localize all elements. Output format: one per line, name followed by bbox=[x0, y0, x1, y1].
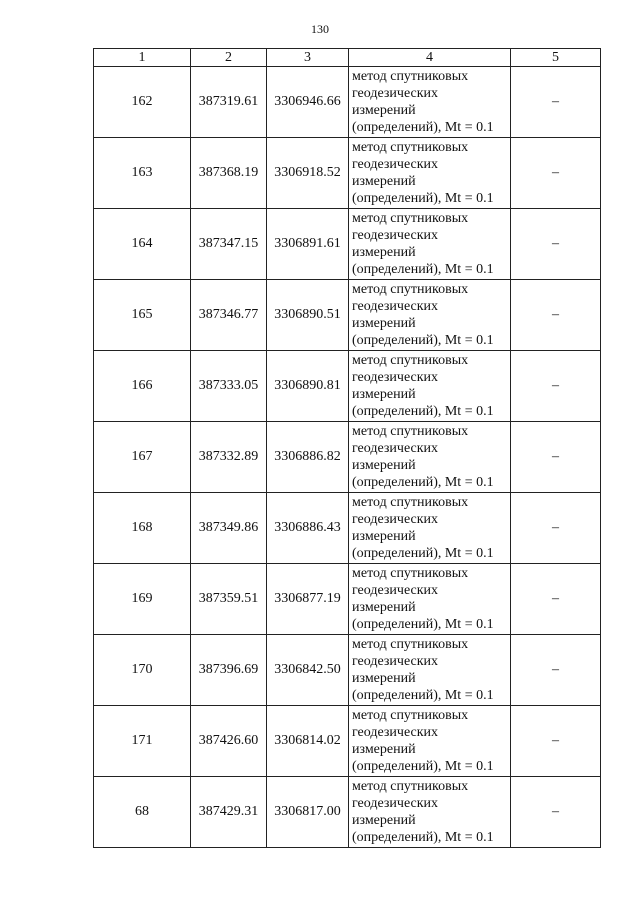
method-text-line: (определений), Mt = 0.1 bbox=[352, 688, 494, 703]
column-header: 5 bbox=[511, 49, 601, 67]
note-cell: – bbox=[511, 280, 601, 351]
x-coordinate-cell: 387426.60 bbox=[191, 706, 267, 777]
method-text-line: геодезических bbox=[352, 654, 439, 669]
method-text-line: (определений), Mt = 0.1 bbox=[352, 404, 494, 419]
y-coordinate-cell: 3306890.81 bbox=[267, 351, 349, 422]
table-body bbox=[94, 67, 601, 848]
table-header-row bbox=[94, 49, 601, 67]
table-row bbox=[94, 635, 601, 706]
point-id-cell: 163 bbox=[94, 138, 191, 209]
x-coordinate-cell: 387319.61 bbox=[191, 67, 267, 138]
method-cell bbox=[349, 351, 511, 422]
method-cell bbox=[349, 706, 511, 777]
y-coordinate-cell: 3306817.00 bbox=[267, 777, 349, 848]
point-id-cell: 166 bbox=[94, 351, 191, 422]
table-row bbox=[94, 280, 601, 351]
method-text-line: измерений bbox=[352, 316, 416, 331]
note-cell: – bbox=[511, 138, 601, 209]
method-text-line: метод спутниковых bbox=[352, 282, 469, 297]
y-coordinate-cell: 3306814.02 bbox=[267, 706, 349, 777]
table-row bbox=[94, 706, 601, 777]
method-text-line: (определений), Mt = 0.1 bbox=[352, 830, 494, 845]
method-text-line: метод спутниковых bbox=[352, 495, 469, 510]
method-text-line: метод спутниковых bbox=[352, 353, 469, 368]
method-text-line: геодезических bbox=[352, 299, 439, 314]
method-cell bbox=[349, 564, 511, 635]
method-text-line: измерений bbox=[352, 103, 416, 118]
column-header: 3 bbox=[267, 49, 349, 67]
method-text-line: метод спутниковых bbox=[352, 211, 469, 226]
column-header: 1 bbox=[94, 49, 191, 67]
y-coordinate-cell: 3306886.82 bbox=[267, 422, 349, 493]
method-cell bbox=[349, 138, 511, 209]
table-row bbox=[94, 777, 601, 848]
x-coordinate-cell: 387396.69 bbox=[191, 635, 267, 706]
x-coordinate-cell: 387347.15 bbox=[191, 209, 267, 280]
method-cell bbox=[349, 422, 511, 493]
column-header: 2 bbox=[191, 49, 267, 67]
note-cell: – bbox=[511, 351, 601, 422]
method-text-line: измерений bbox=[352, 813, 416, 828]
method-text-line: метод спутниковых bbox=[352, 140, 469, 155]
table-row bbox=[94, 564, 601, 635]
method-text-line: геодезических bbox=[352, 157, 439, 172]
method-text-line: (определений), Mt = 0.1 bbox=[352, 546, 494, 561]
point-id-cell: 168 bbox=[94, 493, 191, 564]
table-row bbox=[94, 351, 601, 422]
method-cell bbox=[349, 209, 511, 280]
method-text-line: измерений bbox=[352, 671, 416, 686]
x-coordinate-cell: 387368.19 bbox=[191, 138, 267, 209]
method-text-line: измерений bbox=[352, 245, 416, 260]
note-cell: – bbox=[511, 209, 601, 280]
method-text-line: геодезических bbox=[352, 796, 439, 811]
method-text-line: геодезических bbox=[352, 86, 439, 101]
y-coordinate-cell: 3306946.66 bbox=[267, 67, 349, 138]
method-text-line: (определений), Mt = 0.1 bbox=[352, 759, 494, 774]
method-cell bbox=[349, 777, 511, 848]
point-id-cell: 164 bbox=[94, 209, 191, 280]
note-cell: – bbox=[511, 422, 601, 493]
method-text-line: метод спутниковых bbox=[352, 566, 469, 581]
y-coordinate-cell: 3306842.50 bbox=[267, 635, 349, 706]
method-text-line: измерений bbox=[352, 529, 416, 544]
table-row bbox=[94, 209, 601, 280]
table-row bbox=[94, 422, 601, 493]
point-id-cell: 171 bbox=[94, 706, 191, 777]
table-row bbox=[94, 493, 601, 564]
method-text-line: измерений bbox=[352, 600, 416, 615]
note-cell: – bbox=[511, 67, 601, 138]
note-cell: – bbox=[511, 706, 601, 777]
point-id-cell: 162 bbox=[94, 67, 191, 138]
x-coordinate-cell: 387346.77 bbox=[191, 280, 267, 351]
x-coordinate-cell: 387333.05 bbox=[191, 351, 267, 422]
method-text-line: геодезических bbox=[352, 583, 439, 598]
x-coordinate-cell: 387429.31 bbox=[191, 777, 267, 848]
method-text-line: геодезических bbox=[352, 370, 439, 385]
method-text-line: (определений), Mt = 0.1 bbox=[352, 333, 494, 348]
method-text-line: (определений), Mt = 0.1 bbox=[352, 191, 494, 206]
note-cell: – bbox=[511, 635, 601, 706]
note-cell: – bbox=[511, 777, 601, 848]
y-coordinate-cell: 3306877.19 bbox=[267, 564, 349, 635]
y-coordinate-cell: 3306886.43 bbox=[267, 493, 349, 564]
method-text-line: измерений bbox=[352, 387, 416, 402]
point-id-cell: 170 bbox=[94, 635, 191, 706]
method-text-line: геодезических bbox=[352, 228, 439, 243]
point-id-cell: 165 bbox=[94, 280, 191, 351]
method-text-line: метод спутниковых bbox=[352, 637, 469, 652]
point-id-cell: 68 bbox=[94, 777, 191, 848]
method-text-line: метод спутниковых bbox=[352, 708, 469, 723]
method-text-line: (определений), Mt = 0.1 bbox=[352, 475, 494, 490]
y-coordinate-cell: 3306891.61 bbox=[267, 209, 349, 280]
method-text-line: геодезических bbox=[352, 512, 439, 527]
method-text-line: геодезических bbox=[352, 441, 439, 456]
y-coordinate-cell: 3306890.51 bbox=[267, 280, 349, 351]
method-text-line: измерений bbox=[352, 458, 416, 473]
point-id-cell: 167 bbox=[94, 422, 191, 493]
method-text-line: (определений), Mt = 0.1 bbox=[352, 120, 494, 135]
note-cell: – bbox=[511, 493, 601, 564]
method-text-line: (определений), Mt = 0.1 bbox=[352, 617, 494, 632]
method-text-line: геодезических bbox=[352, 725, 439, 740]
method-cell bbox=[349, 635, 511, 706]
x-coordinate-cell: 387332.89 bbox=[191, 422, 267, 493]
x-coordinate-cell: 387349.86 bbox=[191, 493, 267, 564]
method-text-line: метод спутниковых bbox=[352, 779, 469, 794]
method-text-line: измерений bbox=[352, 742, 416, 757]
method-cell bbox=[349, 67, 511, 138]
note-cell: – bbox=[511, 564, 601, 635]
method-text-line: (определений), Mt = 0.1 bbox=[352, 262, 494, 277]
method-text-line: метод спутниковых bbox=[352, 424, 469, 439]
column-header: 4 bbox=[349, 49, 511, 67]
method-text-line: измерений bbox=[352, 174, 416, 189]
method-cell bbox=[349, 493, 511, 564]
table-row bbox=[94, 67, 601, 138]
point-id-cell: 169 bbox=[94, 564, 191, 635]
y-coordinate-cell: 3306918.52 bbox=[267, 138, 349, 209]
table-row bbox=[94, 138, 601, 209]
x-coordinate-cell: 387359.51 bbox=[191, 564, 267, 635]
method-text-line: метод спутниковых bbox=[352, 69, 469, 84]
method-cell bbox=[349, 280, 511, 351]
coordinates-table bbox=[93, 48, 601, 848]
page-number: 130 bbox=[311, 22, 329, 36]
